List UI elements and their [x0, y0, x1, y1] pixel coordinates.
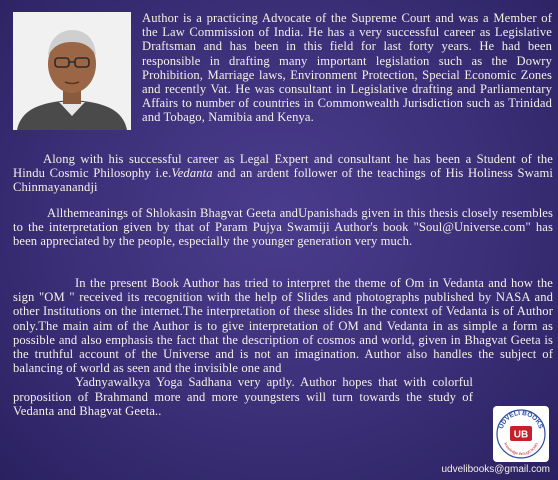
- bio-paragraph-thesis: Allthemeanings of Shlokasin Bhagvat Geeta andUpanishads given in this thesis closely resembles to the interpretation given by that of Param Pujya Swamiji Author's book "Soul@Universe.com" has been appreciated by the people, especially the younger generation very much.: [13, 206, 553, 249]
- author-portrait-image: [13, 12, 131, 130]
- publisher-logo-top-text: UDVELI BOOKS: [497, 409, 545, 430]
- publisher-logo-tagline: knowledge through books: [503, 442, 539, 457]
- book-description-closing-text: Yadnyawalkya Yoga Sadhana very aptly. Author hopes that with colorful proposition of Brahmand more and more youngsters will turn towards the study of Vedanta and Bhagvat Geeta..: [13, 375, 473, 418]
- bio-philosophy-text-end: and an ardent follower of the teachings of His Holiness Swami Chinmayanandji: [13, 166, 553, 195]
- publisher-logo-initials: UB: [513, 429, 529, 441]
- publisher-email: udvelibooks@gmail.com: [441, 464, 550, 475]
- book-description-text: In the present Book Author has tried to interpret the theme of Om in Vedanta and how the sign "OM " received its recognition with the help of Slides and photographs published by NASA and other Institutions on the internet.The interpretation of these slides In the context of Vedanta is of Author only.The main aim of the Author is to give interpretation of OM and Vedanta in as simple a form as possible and also emphasis the fact that the description of cosmos and world, given in Bhagvat Geeta is the truthful account of the Universe and is not an imagination. Author also handles the subject of balancing of world as seen and the invisible one and: [13, 276, 553, 376]
- bio-paragraph-career: Author is a practicing Advocate of the Supreme Court and was a Member of the Law Commission of India. He has a very successful career as Legislative Draftsman and has been in this field for last forty years. He had been responsible in drafting many important legislation such as the Dowry Prohibition, Marriage laws, Environment Protection, Special Economic Zones and recently Vat. He was consultant in Legislative drafting and Parliamentary Affairs to number of countries in Commonwealth Jurisdiction such as Trinidad and Tobago, Namibia and Kenya.: [142, 11, 552, 125]
- author-photo: [13, 12, 131, 130]
- vedanta-term: Vedanta: [171, 166, 213, 181]
- bio-philosophy-text-start: Along with his successful career as Legal Expert and consultant he has been a Student of the Hindu Cosmic Philosophy i.e.: [13, 152, 553, 181]
- bio-paragraph-philosophy: [13, 152, 553, 195]
- publisher-logo-emblem: [493, 406, 549, 462]
- bio-paragraph-book: [13, 276, 553, 418]
- publisher-logo: [493, 406, 549, 462]
